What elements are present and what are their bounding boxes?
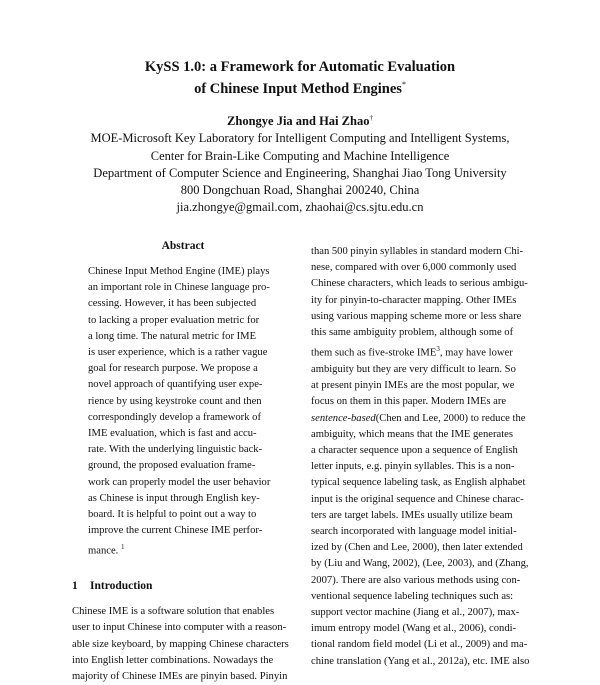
- affiliation-line-1: MOE-Microsoft Key Laboratory for Intelligent Computing and Intelligent Systems,: [90, 131, 510, 146]
- body-line: ity for pinyin-to-character mapping. Other IMEs: [311, 294, 517, 306]
- section-heading-introduction: [72, 578, 294, 594]
- introduction-body: [72, 604, 294, 685]
- body-line: tional random field model (Li et al., 2009) and ma-: [311, 639, 528, 651]
- body-line: ambiguity but they are very difficult to learn. So: [311, 363, 516, 375]
- body-line: ventional sequence labeling techniques such as:: [311, 590, 514, 602]
- abstract-footnote-ref[interactable]: 1: [120, 543, 125, 552]
- body-line: support vector machine (Jiang et al., 2007), max-: [311, 607, 520, 618]
- body-line: by (Liu and Wang, 2002), (Lee, 2003), and (Zhang,: [311, 558, 529, 570]
- body-line: Chinese characters, which leads to serious ambigu-: [311, 278, 528, 290]
- body-line: input is the original sequence and Chinese charac-: [311, 493, 524, 505]
- title-line-2-text: of Chinese Input Method Engines: [194, 80, 402, 97]
- abstract-heading: Abstract: [161, 240, 205, 252]
- abstract-line: novel approach of quantifying user expe-: [88, 379, 263, 391]
- sentence-based-post: (Chen and Lee, 2000) to reduce the: [375, 412, 526, 424]
- sentence-based-term: sentence-based: [311, 412, 376, 424]
- body-line: this same ambiguity problem, although some of: [311, 327, 514, 339]
- body-line: 2007). There are also various methods using con-: [311, 574, 521, 586]
- intro-line: Chinese IME is a software solution that enables: [72, 606, 275, 618]
- abstract-line: IME evaluation, which is fast and accu-: [88, 428, 257, 440]
- author-emails: jia.zhongye@gmail.com, zhaohai@cs.sjtu.edu.cn: [176, 200, 424, 215]
- abstract-line: work can properly model the user behavior: [88, 476, 271, 488]
- abstract-line: a long time. The natural metric for IME: [88, 330, 257, 342]
- intro-line: able size keyboard, by mapping Chinese characters: [72, 638, 289, 650]
- author-names-text: Zhongye Jia and Hai Zhao: [227, 114, 370, 129]
- body-line: chine translation (Yang et al., 2012a), etc. IME also: [311, 655, 530, 667]
- intro-line: user to input Chinese into computer with a reason-: [72, 622, 287, 634]
- intro-line: majority of Chinese IMEs are pinyin based. Pinyin: [72, 671, 288, 682]
- affiliation-line-2: Center for Brain-Like Computing and Machine Intelligence: [150, 148, 450, 163]
- abstract-line: correspondingly develop a framework of: [88, 411, 261, 423]
- abstract-line: as Chinese is input through English key-: [88, 492, 260, 504]
- section-number: 1: [72, 580, 78, 593]
- abstract-line: to lacking a proper evaluation metric for: [88, 314, 260, 326]
- ime-line-post: , may have lower: [439, 347, 513, 359]
- body-line: at present pinyin IMEs are the most popular, we: [311, 380, 515, 392]
- footnote-ref-3[interactable]: 3: [436, 345, 440, 354]
- abstract-line: cessing. However, it has been subjected: [88, 298, 257, 310]
- affiliation-line-3: Department of Computer Science and Engineering, Shanghai Jiao Tong University: [93, 165, 507, 180]
- title-line-2: [0, 76, 600, 98]
- body-line: typical sequence labeling task, as English alphabet: [311, 477, 526, 489]
- abstract-line: board. It is helpful to point out a way to: [88, 509, 257, 521]
- body-line: nese, compared with over 6,000 commonly used: [311, 262, 517, 274]
- abstract-last-text: mance.: [88, 545, 119, 557]
- body-line: letter inputs, e.g. pinyin syllables. This is a non-: [311, 461, 515, 473]
- ime-line-pre: them such as five-stroke IME: [311, 347, 437, 359]
- body-line: focus on them in this paper. Modern IMEs are: [311, 396, 507, 408]
- body-line-sentence-based: [311, 411, 533, 427]
- affiliation-line-4: 800 Dongchuan Road, Shanghai 200240, China: [180, 182, 420, 197]
- abstract-line: is user experience, which is a rather vague: [88, 347, 268, 359]
- body-line: ized by (Chen and Lee, 2000), then later extended: [311, 542, 523, 554]
- left-column: [72, 238, 294, 685]
- body-line: a character sequence upon a sequence of English: [311, 444, 518, 456]
- title-line-1: KySS 1.0: a Framework for Automatic Evaluation: [144, 59, 456, 75]
- abstract-body: [88, 264, 278, 560]
- author-names: [0, 110, 600, 130]
- abstract-line: rate. With the underlying linguistic back-: [88, 444, 263, 456]
- abstract-last-line: [88, 539, 278, 560]
- abstract-line: improve the current Chinese IME perfor-: [88, 525, 263, 537]
- author-footnote-mark: †: [369, 114, 373, 122]
- right-column: [311, 244, 533, 670]
- author-block: [0, 110, 600, 216]
- body-line-ime: [311, 341, 533, 362]
- body-line: than 500 pinyin syllables in standard modern Chi-: [311, 246, 524, 257]
- body-line: imum entropy model (Wang et al., 2006), condi-: [311, 623, 517, 635]
- title-footnote-mark: *: [401, 80, 406, 89]
- body-line: ters are target labels. IMEs usually utilize beam: [311, 509, 513, 521]
- section-title: Introduction: [90, 580, 153, 593]
- abstract-line: goal for research purpose. We propose a: [88, 363, 258, 375]
- abstract-line: rience by using keystroke count and then: [88, 395, 262, 407]
- abstract-line: Chinese Input Method Engine (IME) plays: [88, 266, 270, 277]
- paper-title: [0, 58, 600, 98]
- body-line: ambiguity, which means that the IME generates: [311, 428, 514, 440]
- abstract-line: an important role in Chinese language pro-: [88, 282, 270, 294]
- body-line: search incorporated with language model initial-: [311, 525, 517, 537]
- abstract-line: ground, the proposed evaluation frame-: [88, 460, 256, 472]
- intro-line: into English letter combinations. Nowadays the: [72, 654, 274, 666]
- body-line: using various mapping scheme more or less share: [311, 310, 522, 322]
